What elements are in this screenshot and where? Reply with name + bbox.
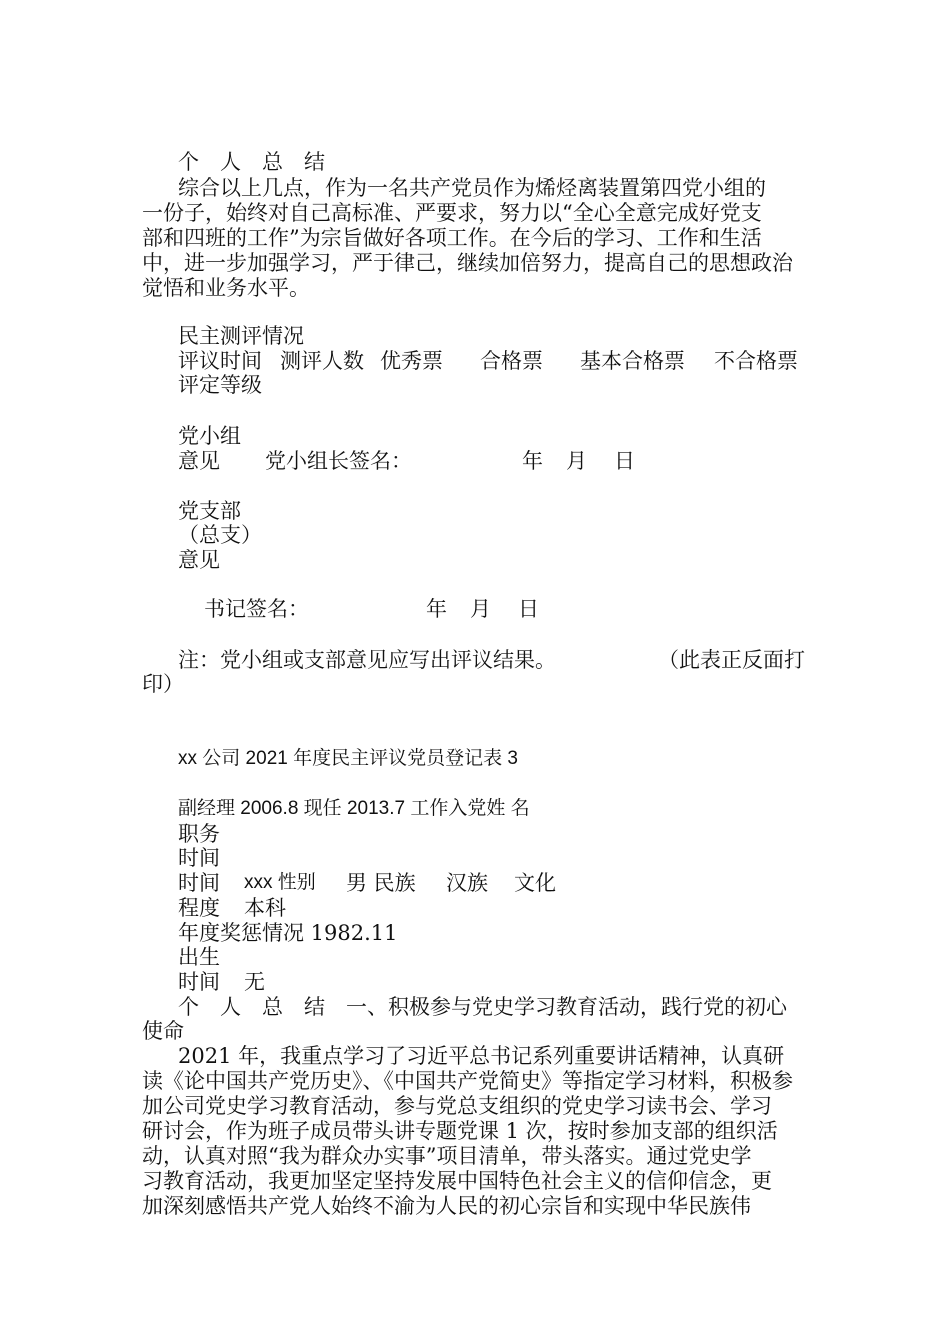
- branch-opinion: 意见: [178, 548, 220, 572]
- body-line-1: 2021 年，我重点学习了习近平总书记系列重要讲话精神，认真研: [178, 1044, 785, 1068]
- form-education: 文化: [514, 871, 556, 895]
- form-row-time: 时间: [178, 846, 220, 870]
- eval-grade: 评定等级: [178, 373, 262, 397]
- form-degree-label: 程度: [178, 896, 220, 920]
- group-label: 党小组: [178, 424, 241, 448]
- group-day: 日: [614, 449, 635, 473]
- header-excellent: 优秀票: [380, 349, 443, 373]
- summary-line-2: 一份子，始终对自己高标准、严要求，努力以“全心全意完成好党支: [142, 201, 762, 225]
- summary-line-4: 中，进一步加强学习，严于律己，继续加倍努力，提高自己的思想政治: [142, 251, 793, 275]
- group-opinion: 意见: [178, 449, 220, 473]
- summary-line-5: 觉悟和业务水平。: [142, 276, 310, 300]
- group-month: 月: [566, 449, 587, 473]
- form-title: xx 公司 2021 年度民主评议党员登记表 3: [178, 748, 518, 769]
- header-eval-time: 评议时间: [178, 349, 262, 373]
- form-time-label: 时间: [178, 871, 220, 895]
- branch-year: 年: [426, 597, 447, 621]
- summary-line-1: 综合以上几点，作为一名共产党员作为烯烃离装置第四党小组的: [178, 176, 766, 200]
- branch-month: 月: [470, 597, 491, 621]
- group-year: 年: [522, 449, 543, 473]
- form-row-duty: 职务: [178, 822, 220, 846]
- branch-total: （总支）: [178, 523, 262, 547]
- form-award: 年度奖惩情况 1982.11: [178, 921, 398, 945]
- body-line-5: 动，认真对照“我为群众办实事”项目清单，带头落实。通过党史学: [142, 1144, 752, 1168]
- form-row-position: 副经理 2006.8 现任 2013.7 工作入党姓 名: [178, 798, 530, 819]
- header-qualified: 合格票: [480, 349, 543, 373]
- summary-heading: 个 人 总 结: [178, 150, 325, 174]
- form-birth-time-label: 时间: [178, 970, 220, 994]
- summary-line-3: 部和四班的工作”为宗旨做好各项工作。在今后的学习、工作和生活: [142, 226, 762, 250]
- body-line-3: 加公司党史学习教育活动，参与党总支组织的党史学习读书会、学习: [142, 1094, 772, 1118]
- evaluation-title: 民主测评情况: [178, 324, 304, 348]
- body-line-2: 读《论中国共产党历史》、《中国共产党简史》等指定学习材料，积极参: [142, 1069, 793, 1093]
- body-line-6: 习教育活动，我更加坚定坚持发展中国特色社会主义的信仰信念，更: [142, 1169, 772, 1193]
- form-degree-value: 本科: [244, 896, 286, 920]
- form-birth-time-value: 无: [244, 970, 265, 994]
- form-birth: 出生: [178, 945, 220, 969]
- header-unqualified: 不合格票: [714, 349, 798, 373]
- summary2-first: 一、积极参与党史学习教育活动，践行党的初心: [346, 995, 787, 1019]
- note-print: （此表正反面打: [658, 648, 805, 672]
- form-male-ethnic: 男 民族: [346, 871, 416, 895]
- note-text: 注：党小组或支部意见应写出评议结果。: [178, 648, 556, 672]
- body-line-7: 加深刻感悟共产党人始终不渝为人民的初心宗旨和实现中华民族伟: [142, 1194, 751, 1218]
- header-count: 测评人数: [280, 349, 364, 373]
- form-han: 汉族: [446, 871, 488, 895]
- branch-day: 日: [518, 597, 539, 621]
- secretary-signature: 书记签名：: [204, 597, 309, 621]
- form-name-gender: xxx 性别: [244, 872, 316, 893]
- group-signature: 党小组长签名：: [265, 449, 412, 473]
- note-print-cont: 印）: [142, 672, 184, 696]
- body-line-4: 研讨会，作为班子成员带头讲专题党课 1 次，按时参加支部的组织活: [142, 1119, 778, 1143]
- summary2-heading: 个 人 总 结: [178, 995, 325, 1019]
- summary2-first-cont: 使命: [142, 1019, 184, 1043]
- branch-label: 党支部: [178, 499, 241, 523]
- header-basic: 基本合格票: [580, 349, 685, 373]
